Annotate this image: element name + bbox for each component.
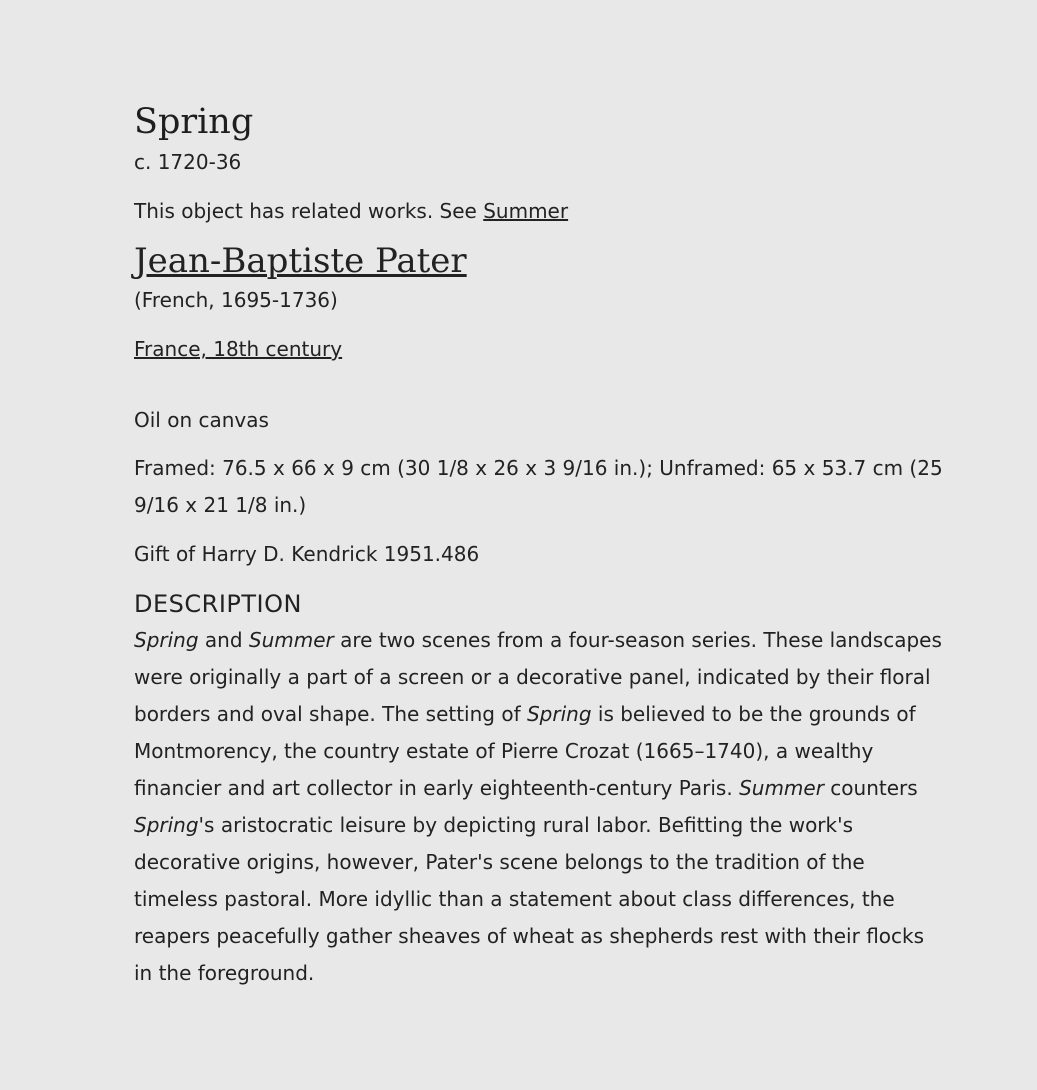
object-date: c. 1720-36 <box>134 150 242 174</box>
object-detail <box>134 100 944 992</box>
description-heading: DESCRIPTION <box>134 590 302 618</box>
desc-title-summer: Summer <box>739 776 824 800</box>
desc-title-spring: Spring <box>134 813 199 837</box>
artist-nationality: (French, 1695-1736) <box>134 288 338 312</box>
artist-name-link[interactable]: Jean-Baptiste Pater <box>134 241 467 281</box>
description-text <box>134 622 944 992</box>
desc-text-part: and <box>198 628 249 652</box>
related-works-text: This object has related works. See <box>134 199 484 223</box>
desc-text-part: are two scenes from a four-season series. These landscapes were originally a part of a screen or a decorative panel, indicated by their floral borders and oval shape. The setting of <box>134 628 942 726</box>
desc-title-spring: Spring <box>526 702 592 726</box>
object-title: Spring <box>134 102 254 142</box>
desc-title-spring: Spring <box>134 628 199 652</box>
medium: Oil on canvas <box>134 408 269 432</box>
dimensions: Framed: 76.5 x 66 x 9 cm (30 1/8 x 26 x 3 9/16 in.); Unframed: 65 x 53.7 cm (25 9/16 x 21 1/8 in.) <box>134 456 943 517</box>
desc-title-summer: Summer <box>248 628 334 652</box>
desc-text-part: 's aristocratic leisure by depicting rural labor. Befitting the work's decorative origins, however, Pater's scene belongs to the tradition of the timeless pastoral. More idyllic than a statement about class differences, the reapers peacefully gather sheaves of wheat as shepherds rest with their flocks in the foreground. <box>134 813 925 985</box>
desc-text-part: is believed to be the grounds of Montmorency, the country estate of Pierre Crozat (1665–1740), a wealthy financier and art collector in early eighteenth-century Paris. <box>134 702 916 800</box>
culture-link[interactable]: France, 18th century <box>134 337 343 361</box>
related-works <box>134 197 944 225</box>
desc-text-part: counters <box>823 776 918 800</box>
credit-line: Gift of Harry D. Kendrick 1951.486 <box>134 542 480 566</box>
related-work-link-summer[interactable]: Summer <box>483 199 569 223</box>
